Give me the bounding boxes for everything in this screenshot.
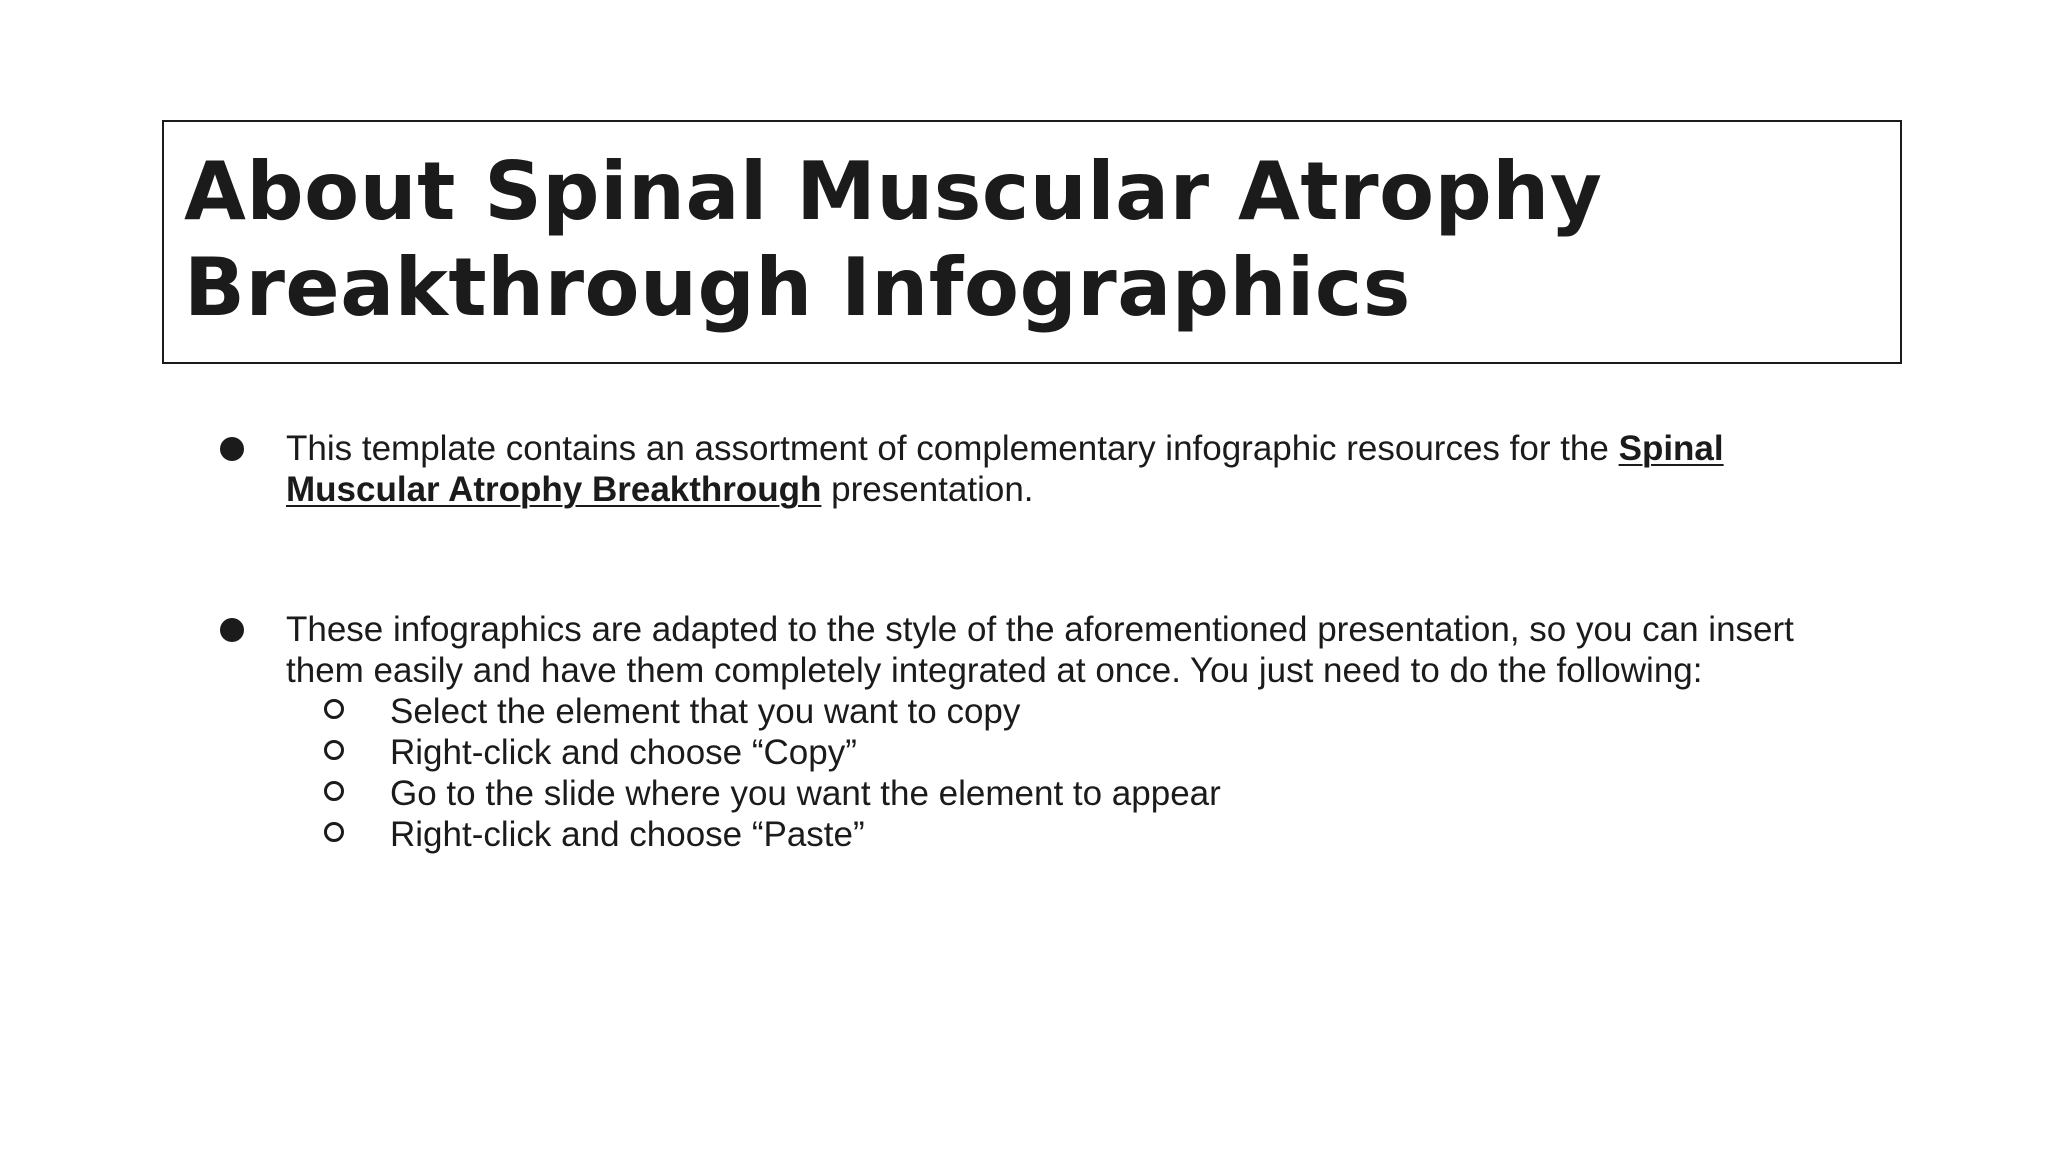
slide-title-line-2: Breakthrough Infographics bbox=[184, 241, 1411, 334]
hollow-circle-bullet-icon bbox=[324, 781, 344, 801]
slide-title-line-1: About Spinal Muscular Atrophy bbox=[184, 145, 1603, 238]
bullet-2-text: These infographics are adapted to the style of the aforementioned presentation, so you can insert them easily and have them completely integrated at once. You just need to do the following: bbox=[286, 610, 1794, 690]
hollow-circle-bullet-icon bbox=[324, 822, 344, 842]
step-4-text: Right-click and choose “Paste” bbox=[390, 815, 865, 854]
steps-list bbox=[286, 691, 1818, 855]
hollow-circle-bullet-icon bbox=[324, 699, 344, 719]
slide-body bbox=[218, 428, 1818, 855]
bullet-1-text-before: This template contains an assortment of complementary infographic resources for the bbox=[286, 429, 1619, 468]
bullet-item-2 bbox=[218, 609, 1818, 855]
slide-title bbox=[184, 144, 1900, 336]
step-item-4 bbox=[286, 814, 1818, 855]
bullet-item-1 bbox=[218, 428, 1818, 510]
bullet-dot-icon bbox=[220, 437, 244, 461]
bullet-1-text-after: presentation. bbox=[821, 470, 1034, 509]
step-3-text: Go to the slide where you want the element to appear bbox=[390, 774, 1221, 813]
step-item-1 bbox=[286, 691, 1818, 732]
step-item-2 bbox=[286, 732, 1818, 773]
step-2-text: Right-click and choose “Copy” bbox=[390, 733, 857, 772]
hollow-circle-bullet-icon bbox=[324, 740, 344, 760]
step-1-text: Select the element that you want to copy bbox=[390, 692, 1021, 731]
step-item-3 bbox=[286, 773, 1818, 814]
bullet-dot-icon bbox=[220, 618, 244, 642]
presentation-link[interactable]: Spinal Muscular Atrophy Breakthrough bbox=[286, 429, 1724, 509]
title-box bbox=[162, 120, 1902, 364]
